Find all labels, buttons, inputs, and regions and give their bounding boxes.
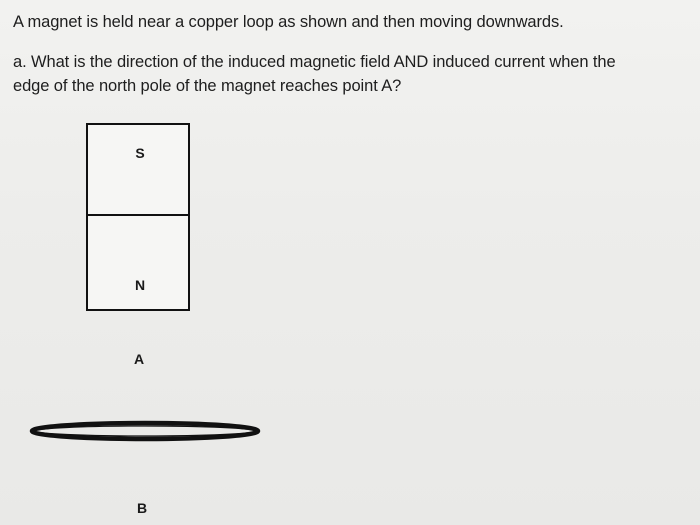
point-b-label: B [137, 500, 148, 516]
question-intro: A magnet is held near a copper loop as shown and then moving downwards. [13, 13, 564, 31]
point-a-label: A [134, 351, 145, 367]
bar-magnet [86, 123, 190, 311]
question-part-a-line-1: a. What is the direction of the induced magnetic field AND induced current when the [13, 53, 616, 71]
question-part-a-line-2: edge of the north pole of the magnet reaches point A? [13, 77, 402, 95]
magnet-divider [88, 214, 188, 216]
north-pole-label: N [134, 277, 146, 293]
south-pole-label: S [135, 145, 145, 161]
copper-loop [28, 418, 262, 444]
